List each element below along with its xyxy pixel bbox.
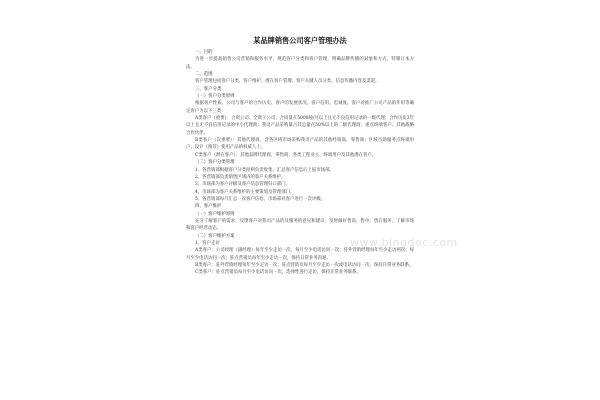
paragraph: 客户管理包括客户分类、客户维护、潜在客户管理；客户关键人员分类、信息传播内容及渠道。	[195, 79, 380, 85]
paragraph: 充分了解客户的需求，反馈客户对我司产品的及服务的意见和建议，及时做好售前、售中、售后服务，了解市场和客户经营动态。	[186, 218, 414, 232]
document-body	[186, 49, 414, 277]
paragraph: 5、各营销部每月汇总一次客户信息，市场部对客户进行一次评级。	[195, 196, 326, 202]
section-heading: （一）客户维护原则	[195, 211, 235, 217]
paragraph: 1、客户走访	[195, 240, 220, 246]
section-heading: 一、目的	[195, 50, 213, 55]
paragraph: 3、市场部为客户评级及客户信息管理归口部门。	[195, 182, 290, 188]
paragraph: A类客户（重要）：合资公司、全资子公司；合同量在5000吨/月以上且无不良信用记录的一级代理；合作历史3年以上且无不良信用记录的中小代理商；我司产品采购量占其总量在50%以上的二级代理商；重点终端客户、其他战略合作伙伴。	[186, 116, 414, 136]
paragraph: 4、市场部为客户关系维护的主要策划及管理部门。	[195, 189, 295, 195]
document-page	[186, 30, 414, 398]
section-heading: 四、客户维护	[195, 204, 222, 210]
section-heading: 二、范围	[195, 72, 213, 78]
paragraph: 2、各营销部负责销售区域内的客户关系维护。	[195, 174, 286, 180]
paragraph: B类客户：驻外营销经理每年至少走访一次；驻点营销员每月至少走访一次或电话访问一次，保持日常业务联系。	[195, 262, 414, 268]
document-title: 某品牌销售公司客户管理办法	[253, 36, 347, 45]
paragraph: A类客户：公司经理（副经理）每年至少走访一次，每月至少电话访问一次；驻外营销经理每年至少走访两次，每月至少电话访问一次；驻点营销员每年至少走访一次，保持日常业务沟通。	[186, 248, 414, 261]
section-heading: （一）客户分类原则	[195, 94, 235, 100]
paragraph: 为进一步提高销售公司营销和服务水平，规范客户分类和客户管理，明确品牌传播的对象和方式，特制订本方法。	[186, 57, 414, 70]
section-heading: （二）客户维护方案	[195, 233, 235, 239]
paragraph: 根据客户性质、公司与客户的合作历史、客户的发展状况、客户信用、忠诚度、客户对推广公司产品的作用等确定客户为以下三类：	[186, 101, 414, 114]
section-heading: （二）客户分类管理	[195, 160, 235, 166]
paragraph: C类客户：驻点营销员每月至少电话访问一次，选择性进行走访，保持正常业务联系。	[195, 270, 361, 276]
watermark-text: www.bingdoc.com	[350, 236, 458, 249]
paragraph: 1、各营销部根据客户分类原则负责收集、汇总客户信息后上报市场部。	[195, 167, 334, 173]
paragraph: C类客户（潜在客户）：其他品牌代理商、零售商；各类工程业主、终端用户及其他潜在客户。	[195, 152, 377, 158]
section-heading: 三、客户分类	[195, 86, 222, 92]
paragraph: B类客户（次重要）：其他代理商，含各区域市场采购我司产品的其他经销商、零售商；区域市场服务点终端用户；设计（推荐）使用产品的权威人士。	[186, 138, 414, 151]
